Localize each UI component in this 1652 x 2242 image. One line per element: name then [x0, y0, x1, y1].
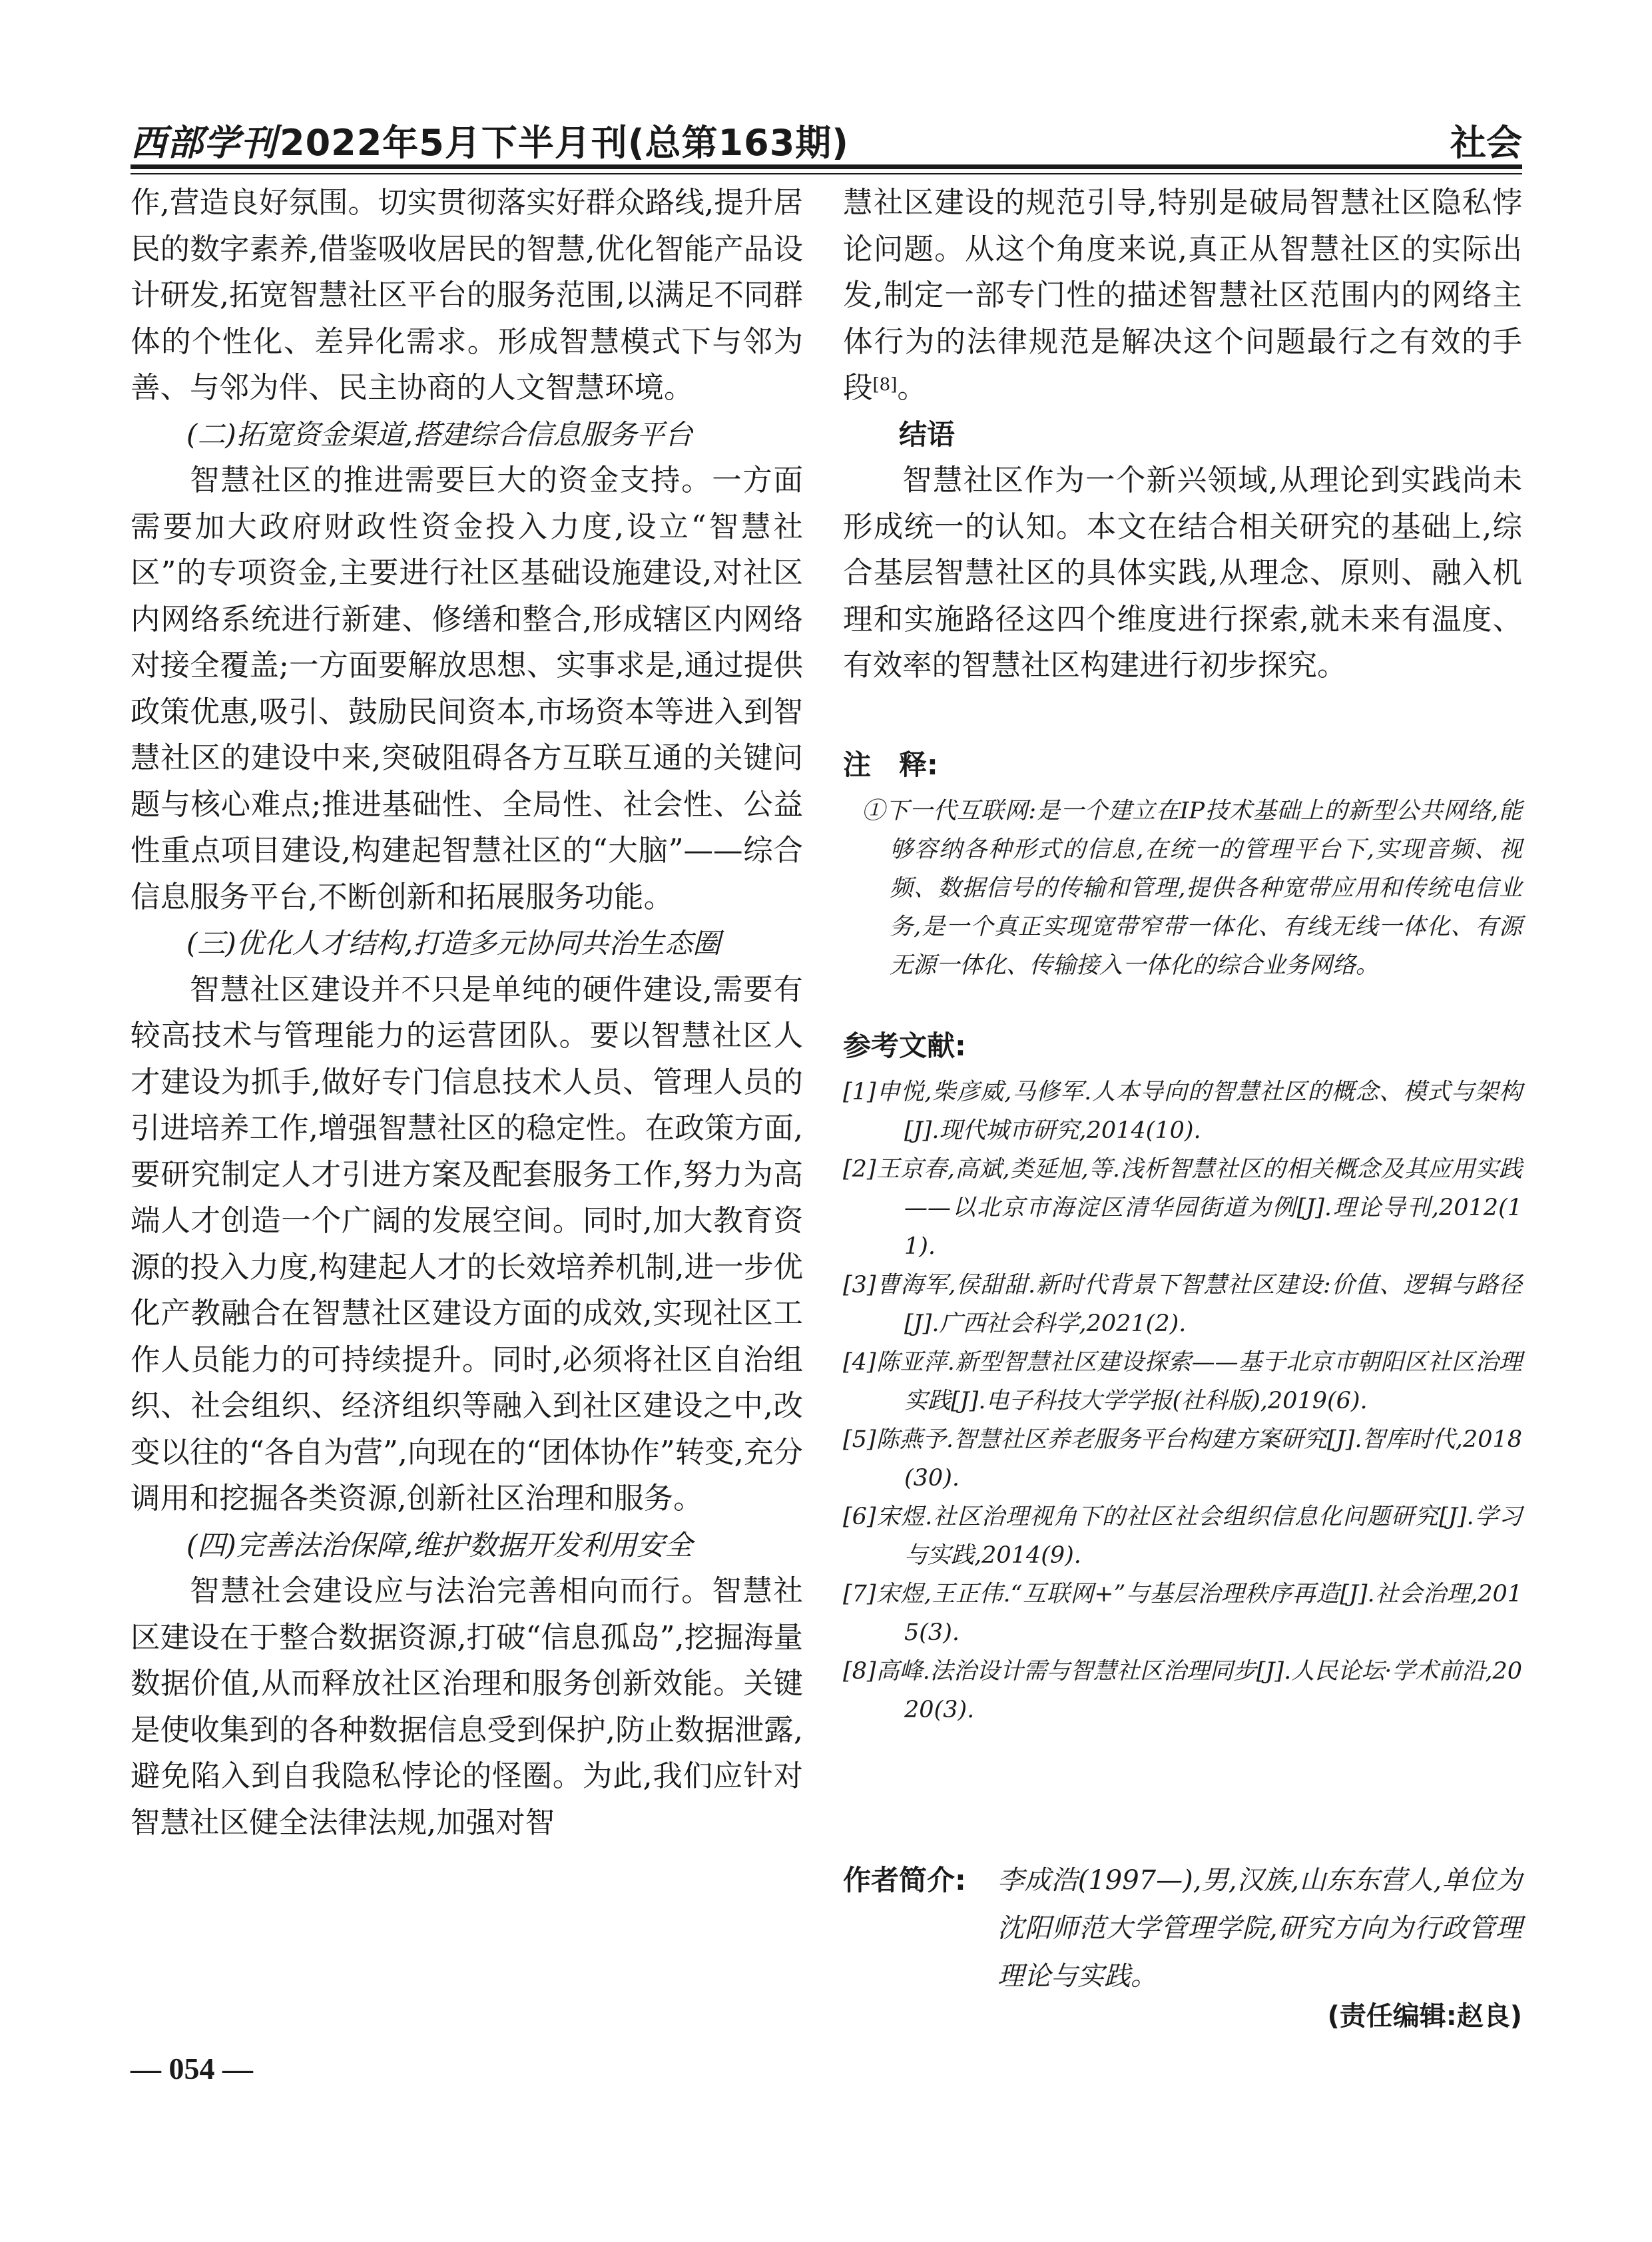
reference-item: [7]宋煜,王正伟.“互联网+”与基层治理秩序再造[J].社会治理,2015(3). — [843, 1580, 1522, 1646]
reference-item: [3]曹海军,侯甜甜.新时代背景下智慧社区建设:价值、逻辑与路径[J].广西社会科学,2021(2). — [843, 1271, 1522, 1337]
journal-title — [131, 115, 849, 166]
reference-item: [5]陈燕予.智慧社区养老服务平台构建方案研究[J].智库时代,2018(30). — [843, 1426, 1522, 1492]
reference-item: [8]高峰.法治设计需与智慧社区治理同步[J].人民论坛·学术前沿,2020(3). — [843, 1657, 1522, 1723]
author-label: 作者简介: — [843, 1864, 966, 1896]
references-heading: 参考文献: — [843, 1029, 966, 1062]
note-item: ①下一代互联网:是一个建立在IP技术基础上的新型公共网络,能够容纳各种形式的信息,在统一的管理平台下,实现音频、视频、数据信号的传输和管理,提供各种宽带应用和传统电信业务,是一个真正实现宽带窄带一体化、有线无线一体化、有源无源一体化、传输接入一体化的综合业务网络。 — [862, 797, 1522, 979]
subsection-heading: (二)拓宽资金渠道,搭建综合信息服务平台 — [186, 418, 693, 451]
header-rule — [131, 164, 1522, 169]
left-column — [131, 180, 803, 1846]
page-number: — 054 — — [131, 2052, 253, 2086]
reference-item: [4]陈亚萍.新型智慧社区建设探索——基于北京市朝阳区社区治理实践[J].电子科技大学学报(社科版),2019(6). — [843, 1348, 1522, 1414]
conclusion-paragraph: 智慧社区作为一个新兴领域,从理论到实践尚未形成统一的认知。本文在结合相关研究的基础上,综合基层智慧社区的具体实践,从理念、原则、融入机理和实施路径这四个维度进行探索,就未来有温度、有效率的智慧社区构建进行初步探究。 — [843, 463, 1522, 683]
subsection-heading: (四)完善法治保障,维护数据开发利用安全 — [186, 1528, 693, 1561]
paragraph-continuation — [843, 180, 1522, 412]
journal-logo: 西部学刊 — [131, 121, 277, 164]
section-tag: 社会 — [1450, 122, 1522, 164]
header-rule-thin — [131, 173, 1522, 174]
responsible-editor: (责任编辑:赵良) — [1327, 2001, 1522, 2032]
journal-issue: 2022年5月下半月刊(总第163期) — [280, 122, 849, 164]
paragraph: 作,营造良好氛围。切实贯彻落实好群众路线,提升居民的数字素养,借鉴吸收居民的智慧,优化智能产品设计研发,拓宽智慧社区平台的服务范围,以满足不同群体的个性化、差异化需求。形成智慧模式下与邻为善、与邻为伴、民主协商的人文智慧环境。 — [131, 186, 803, 405]
notes-heading: 注 释: — [843, 748, 938, 781]
conclusion-heading: 结语 — [899, 418, 956, 451]
paragraph: 智慧社会建设应与法治完善相向而行。智慧社区建设在于整合数据资源,打破“信息孤岛”,挖掘海量数据价值,从而释放社区治理和服务创新效能。关键是使收集到的各种数据信息受到保护,防止数据泄露,避免陷入到自我隐私悖论的怪圈。为此,我们应针对智慧社区健全法律法规,加强对智 — [131, 1574, 803, 1840]
continuation-end: 。 — [897, 371, 927, 405]
paragraph: 智慧社区的推进需要巨大的资金支持。一方面需要加大政府财政性资金投入力度,设立“智慧社区”的专项资金,主要进行社区基础设施建设,对社区内网络系统进行新建、修缮和整合,形成辖区内网络对接全覆盖;一方面要解放思想、实事求是,通过提供政策优惠,吸引、鼓励民间资本,市场资本等进入到智慧社区的建设中来,突破阻碍各方互联互通的关键问题与核心难点;推进基础性、全局性、社会性、公益性重点项目建设,构建起智慧社区的“大脑”——综合信息服务平台,不断创新和拓展服务功能。 — [131, 463, 803, 914]
paragraph: 智慧社区建设并不只是单纯的硬件建设,需要有较高技术与管理能力的运营团队。要以智慧社区人才建设为抓手,做好专门信息技术人员、管理人员的引进培养工作,增强智慧社区的稳定性。在政策方面,要研究制定人才引进方案及配套服务工作,努力为高端人才创造一个广阔的发展空间。同时,加大教育资源的投入力度,构建起人才的长效培养机制,进一步优化产教融合在智慧社区建设方面的成效,实现社区工作人员能力的可持续提升。同时,必须将社区自治组织、社会组织、经济组织等融入到社区建设之中,改变以往的“各自为营”,向现在的“团体协作”转变,充分调用和挖掘各类资源,创新社区治理和服务。 — [131, 972, 803, 1516]
citation-marker: [8] — [872, 375, 898, 395]
running-header — [131, 112, 1522, 164]
reference-item: [1]申悦,柴彦威,马修军.人本导向的智慧社区的概念、模式与架构[J].现代城市研究,2014(10). — [843, 1078, 1522, 1144]
reference-item: [2]王京春,高斌,类延旭,等.浅析智慧社区的相关概念及其应用实践——以北京市海淀区清华园街道为例[J].理论导刊,2012(11). — [843, 1155, 1522, 1260]
author-text: 李成浩(1997—),男,汉族,山东东营人,单位为沈阳师范大学管理学院,研究方向为行政管理理论与实践。 — [997, 1865, 1522, 1992]
right-column — [843, 180, 1522, 1729]
reference-item: [6]宋煜.社区治理视角下的社区社会组织信息化问题研究[J].学习与实践,2014(9). — [843, 1503, 1522, 1569]
subsection-heading: (三)优化人才结构,打造多元协同共治生态圈 — [186, 927, 721, 960]
continuation-text: 慧社区建设的规范引导,特别是破局智慧社区隐私悖论问题。从这个角度来说,真正从智慧社区的实际出发,制定一部专门性的描述智慧社区范围内的网络主体行为的法律规范是解决这个问题最行之有效的手段 — [843, 186, 1522, 405]
